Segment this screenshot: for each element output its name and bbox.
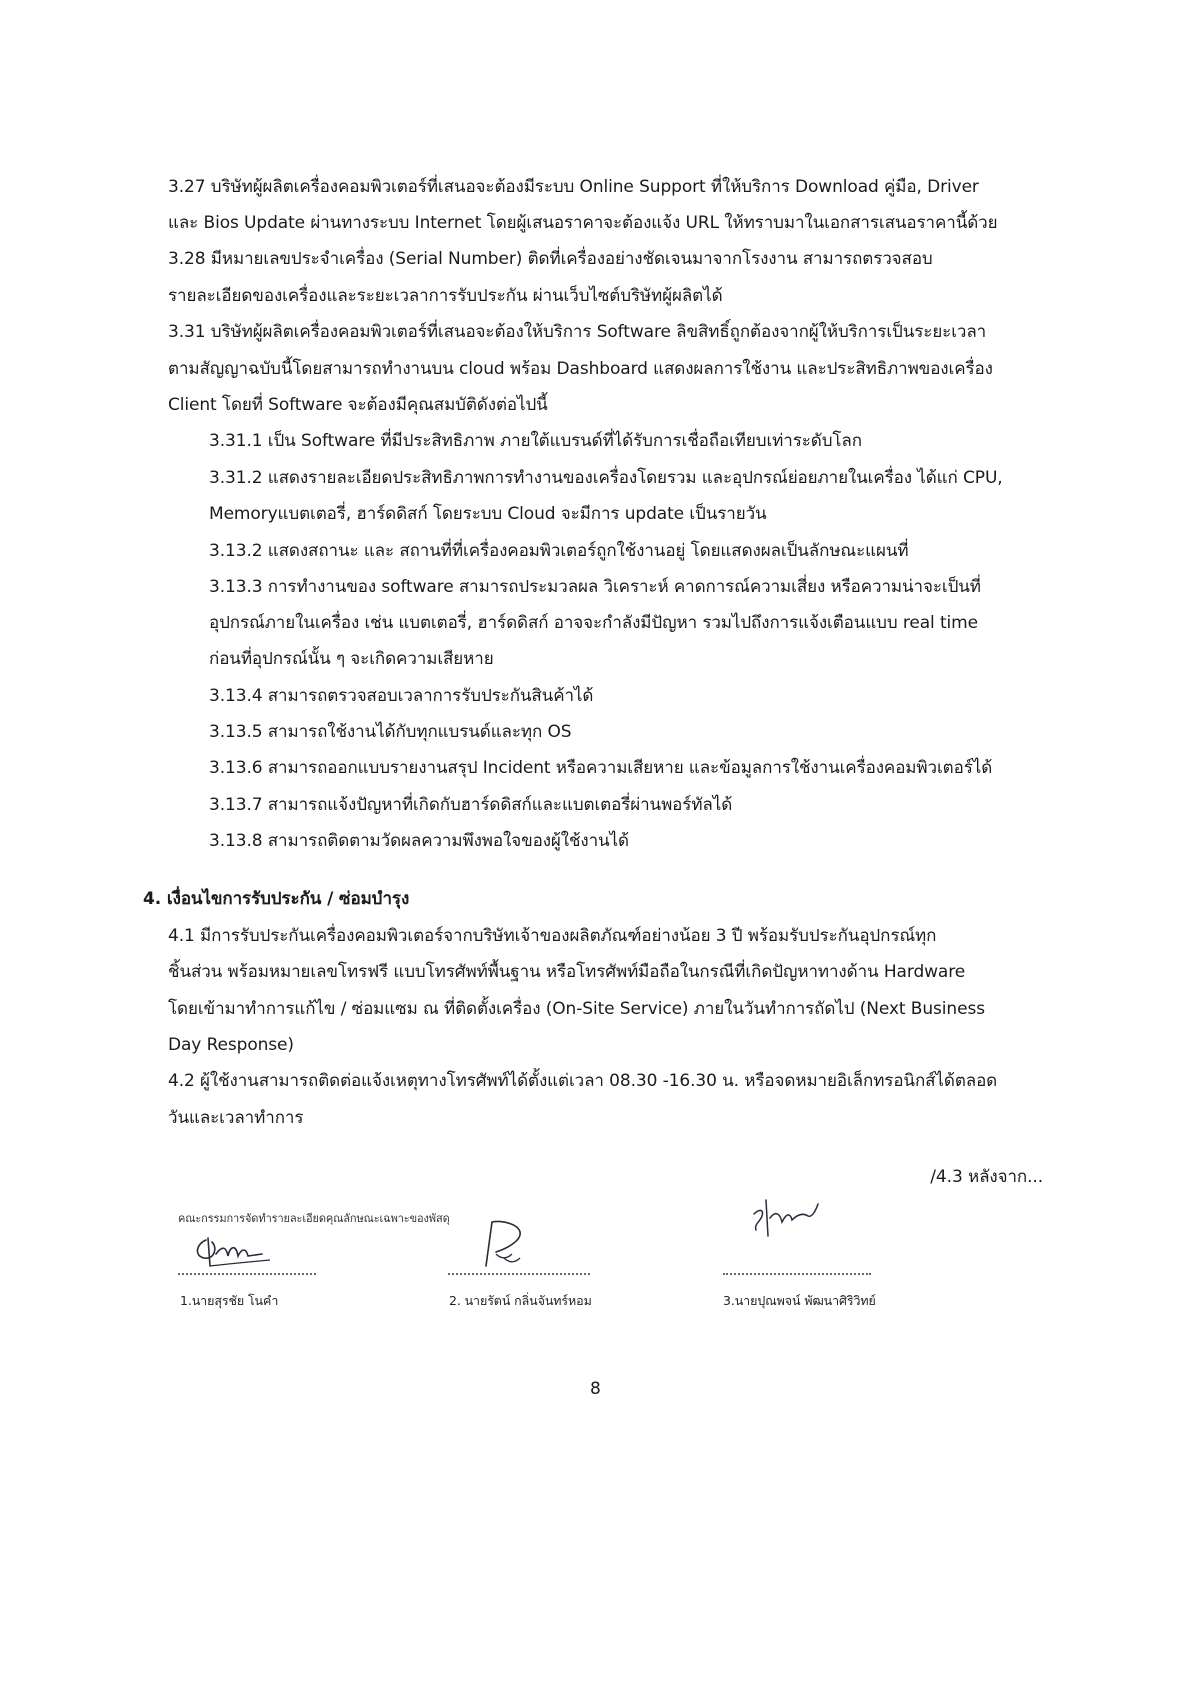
- para-line: วันและเวลาทำการ: [168, 1108, 304, 1128]
- page-number: 8: [590, 1379, 601, 1399]
- para-line: 3.28 มีหมายเลขประจำเครื่อง (Serial Number) ติดที่เครื่องอย่างชัดเจนมาจากโรงงาน สามารถตรวจสอบ: [168, 249, 933, 269]
- sub-item-line: 3.13.3 การทำงานของ software สามารถประมวลผล วิเคราะห์ คาดการณ์ความเสี่ยง หรือความน่าจะเป็นที่: [209, 577, 981, 597]
- para-line: 4.2 ผู้ใช้งานสามารถติดต่อแจ้งเหตุทางโทรศัพท์ได้ตั้งแต่เวลา 08.30 -16.30 น. หรือจดหมายอิเล็กทรอนิกส์ได้ตลอด: [168, 1071, 998, 1091]
- para-line: และ Bios Update ผ่านทางระบบ Internet โดยผู้เสนอราคาจะต้องแจ้ง URL ให้ทราบมาในเอกสารเสนอราคานี้ด้วย: [168, 213, 998, 233]
- signer-name-1: 1.นายสุรชัย โนคำ: [180, 1293, 279, 1308]
- signer-name-2: 2. นายรัตน์ กลิ่นจันทร์หอม: [449, 1293, 592, 1308]
- signature-3: [748, 1196, 828, 1246]
- committee-title: คณะกรรมการจัดทำรายละเอียดคุณลักษณะเฉพาะของพัสดุ: [178, 1212, 450, 1225]
- para-line: Day Response): [168, 1035, 294, 1055]
- signer-name-3: 3.นายปุณพจน์ พัฒนาศิริวิทย์: [723, 1293, 876, 1308]
- signature-2: [468, 1214, 538, 1274]
- sub-item-line: Memoryแบตเตอรี่, ฮาร์ดดิสก์ โดยระบบ Cloud จะมีการ update เป็นรายวัน: [209, 504, 767, 524]
- sub-item-line: 3.13.2 แสดงสถานะ และ สถานที่ที่เครื่องคอมพิวเตอร์ถูกใช้งานอยู่ โดยแสดงผลเป็นลักษณะแผนที่: [209, 541, 909, 561]
- signature-line-2: [448, 1273, 590, 1275]
- sub-item-line: 3.31.2 แสดงรายละเอียดประสิทธิภาพการทำงานของเครื่องโดยรวม และอุปกรณ์ย่อยภายในเครื่อง ได้แก่ CPU,: [209, 468, 1003, 488]
- para-line: ชิ้นส่วน พร้อมหมายเลขโทรฟรี แบบโทรศัพท์พื้นฐาน หรือโทรศัพท์มือถือในกรณีที่เกิดปัญหาทางด้าน Hardware: [168, 962, 966, 982]
- sub-item-line: ก่อนที่อุปกรณ์นั้น ๆ จะเกิดความเสียหาย: [209, 649, 494, 669]
- sub-item-line: 3.13.6 สามารถออกแบบรายงานสรุป Incident หรือความเสียหาย และข้อมูลการใช้งานเครื่องคอมพิวเตอร์ได้: [209, 758, 993, 778]
- signature-line-3: [723, 1273, 871, 1275]
- para-line: โดยเข้ามาทำการแก้ไข / ซ่อมแซม ณ ที่ติดตั้งเครื่อง (On-Site Service) ภายในวันทำการถัดไป (Next Business: [168, 999, 985, 1019]
- para-line: 4.1 มีการรับประกันเครื่องคอมพิวเตอร์จากบริษัทเจ้าของผลิตภัณฑ์อย่างน้อย 3 ปี พร้อมรับประกันอุปกรณ์ทุก: [168, 926, 937, 946]
- sub-item-line: 3.13.8 สามารถติดตามวัดผลความพึงพอใจของผู้ใช้งานได้: [209, 831, 629, 851]
- para-line: ตามสัญญาฉบับนี้โดยสามารถทำงานบน cloud พร้อม Dashboard แสดงผลการใช้งาน และประสิทธิภาพของเครื่อง: [168, 359, 993, 379]
- sub-item-line: อุปกรณ์ภายในเครื่อง เช่น แบตเตอรี่, ฮาร์ดดิสก์ อาจจะกำลังมีปัญหา รวมไปถึงการแจ้งเตือนแบบ real time: [209, 613, 978, 633]
- para-line: 3.27 บริษัทผู้ผลิตเครื่องคอมพิวเตอร์ที่เสนอจะต้องมีระบบ Online Support ที่ให้บริการ Download คู่มือ, Driver: [168, 177, 979, 197]
- sub-item-line: 3.31.1 เป็น Software ที่มีประสิทธิภาพ ภายใต้แบรนด์ที่ได้รับการเชื่อถือเทียบเท่าระดับโลก: [209, 431, 862, 451]
- sub-item-line: 3.13.4 สามารถตรวจสอบเวลาการรับประกันสินค้าได้: [209, 686, 594, 706]
- sub-item-line: 3.13.5 สามารถใช้งานได้กับทุกแบรนด์และทุก OS: [209, 722, 572, 742]
- continuation-note: /4.3 หลังจาก...: [930, 1167, 1043, 1187]
- signature-line-1: [178, 1273, 316, 1275]
- para-line: 3.31 บริษัทผู้ผลิตเครื่องคอมพิวเตอร์ที่เสนอจะต้องให้บริการ Software ลิขสิทธิ์ถูกต้องจากผู้ให้บริการเป็นระยะเวลา: [168, 322, 987, 342]
- para-line: รายละเอียดของเครื่องและระยะเวลาการรับประกัน ผ่านเว็บไซต์บริษัทผู้ผลิตได้: [168, 286, 723, 306]
- sub-item-line: 3.13.7 สามารถแจ้งปัญหาที่เกิดกับฮาร์ดดิสก์และแบตเตอรี่ผ่านพอร์ทัลได้: [209, 795, 733, 815]
- signature-1: [188, 1230, 278, 1272]
- section-heading: 4. เงื่อนไขการรับประกัน / ซ่อมบำรุง: [143, 889, 410, 909]
- para-line: Client โดยที่ Software จะต้องมีคุณสมบัติดังต่อไปนี้: [168, 395, 548, 415]
